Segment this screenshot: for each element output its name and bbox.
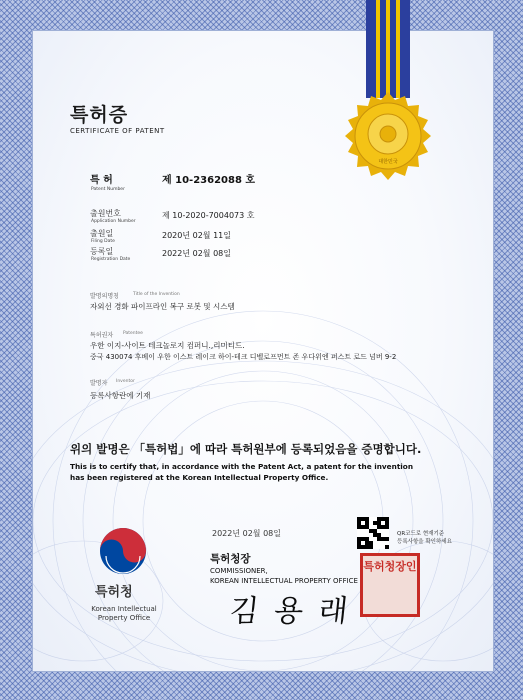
qr-instruction	[397, 530, 452, 546]
qr-code-icon[interactable]	[357, 517, 389, 549]
patentee-address: 중국 430074 후베이 우한 이스트 레이크 하이-테크 디벨로프먼트 존 우다위엔 퍼스트 로드 넘버 9-2	[90, 353, 397, 361]
gold-medal-icon	[340, 90, 436, 186]
issue-date: 2022년 02월 08일	[212, 529, 281, 538]
kipo-name-en-line1: Korean Intellectual	[91, 605, 157, 613]
filing-date: 2020년 02월 11일	[162, 231, 231, 240]
registration-label: 등록일	[90, 247, 114, 256]
filing-label-en: Filing Date	[91, 239, 115, 244]
inventor-label-en: Inventor	[116, 379, 135, 384]
application-label: 출원번호	[90, 209, 121, 218]
kipo-emblem-icon	[98, 526, 148, 576]
commissioner-title-en-line2: KOREAN INTELLECTUAL PROPERTY OFFICE	[210, 577, 358, 585]
invention-label-en: Title of the Invention	[133, 292, 180, 297]
ribbon	[366, 0, 410, 98]
filing-label: 출원일	[90, 229, 114, 238]
application-number: 제 10-2020-7004073 호	[162, 211, 255, 220]
patentee-label-en: Patentee	[123, 331, 143, 336]
certificate-title: 특허증	[70, 104, 129, 126]
invention-title: 자외선 경화 파이프라인 복구 로봇 및 시스템	[90, 302, 235, 311]
commissioner-signature: 김 용 래	[227, 594, 353, 629]
patentee-label: 특허권자	[90, 332, 114, 339]
kipo-name-en	[84, 605, 164, 623]
medal-text: 대한민국	[378, 159, 398, 165]
commissioner-title-en	[210, 566, 358, 586]
patent-number: 제 10-2362088 호	[162, 175, 256, 186]
application-label-en: Application Number	[91, 219, 136, 224]
declaration-en	[70, 461, 470, 483]
declaration-en-line1: This is to certify that, in accordance with the Patent Act, a patent for the invention	[70, 462, 414, 471]
official-seal	[360, 553, 420, 617]
registration-label-en: Registration Date	[91, 257, 131, 262]
invention-label: 발명의명칭	[90, 293, 119, 300]
kipo-name-en-line2: Property Office	[97, 614, 151, 622]
qr-instruction-line2: 등록사항을 확인하세요	[397, 539, 452, 545]
declaration-ko: 위의 발명은 「특허법」에 따라 특허원부에 등록되었음을 증명합니다.	[70, 442, 422, 456]
commissioner-title: 특허청장	[210, 553, 251, 565]
patent-label-en: Patent Number	[91, 187, 125, 192]
patent-label: 특 허	[90, 175, 113, 186]
certificate-title-en: CERTIFICATE OF PATENT	[70, 127, 165, 135]
seal-text: 특허청장인	[363, 560, 417, 573]
qr-instruction-line1: QR코드로 현재기준	[397, 531, 445, 537]
registration-date: 2022년 02월 08일	[162, 249, 231, 258]
patentee-name: 우한 이지-사이트 테크놀로지 컴퍼니.,리미티드.	[90, 341, 245, 350]
kipo-name: 특허청	[95, 585, 133, 600]
commissioner-title-en-line1: COMMISSIONER,	[210, 567, 268, 575]
inventor-label: 발명자	[90, 380, 108, 387]
inventor-value: 등록사항란에 기재	[90, 391, 151, 400]
declaration-en-line2: has been registered at the Korean Intellectual Property Office.	[70, 473, 329, 482]
